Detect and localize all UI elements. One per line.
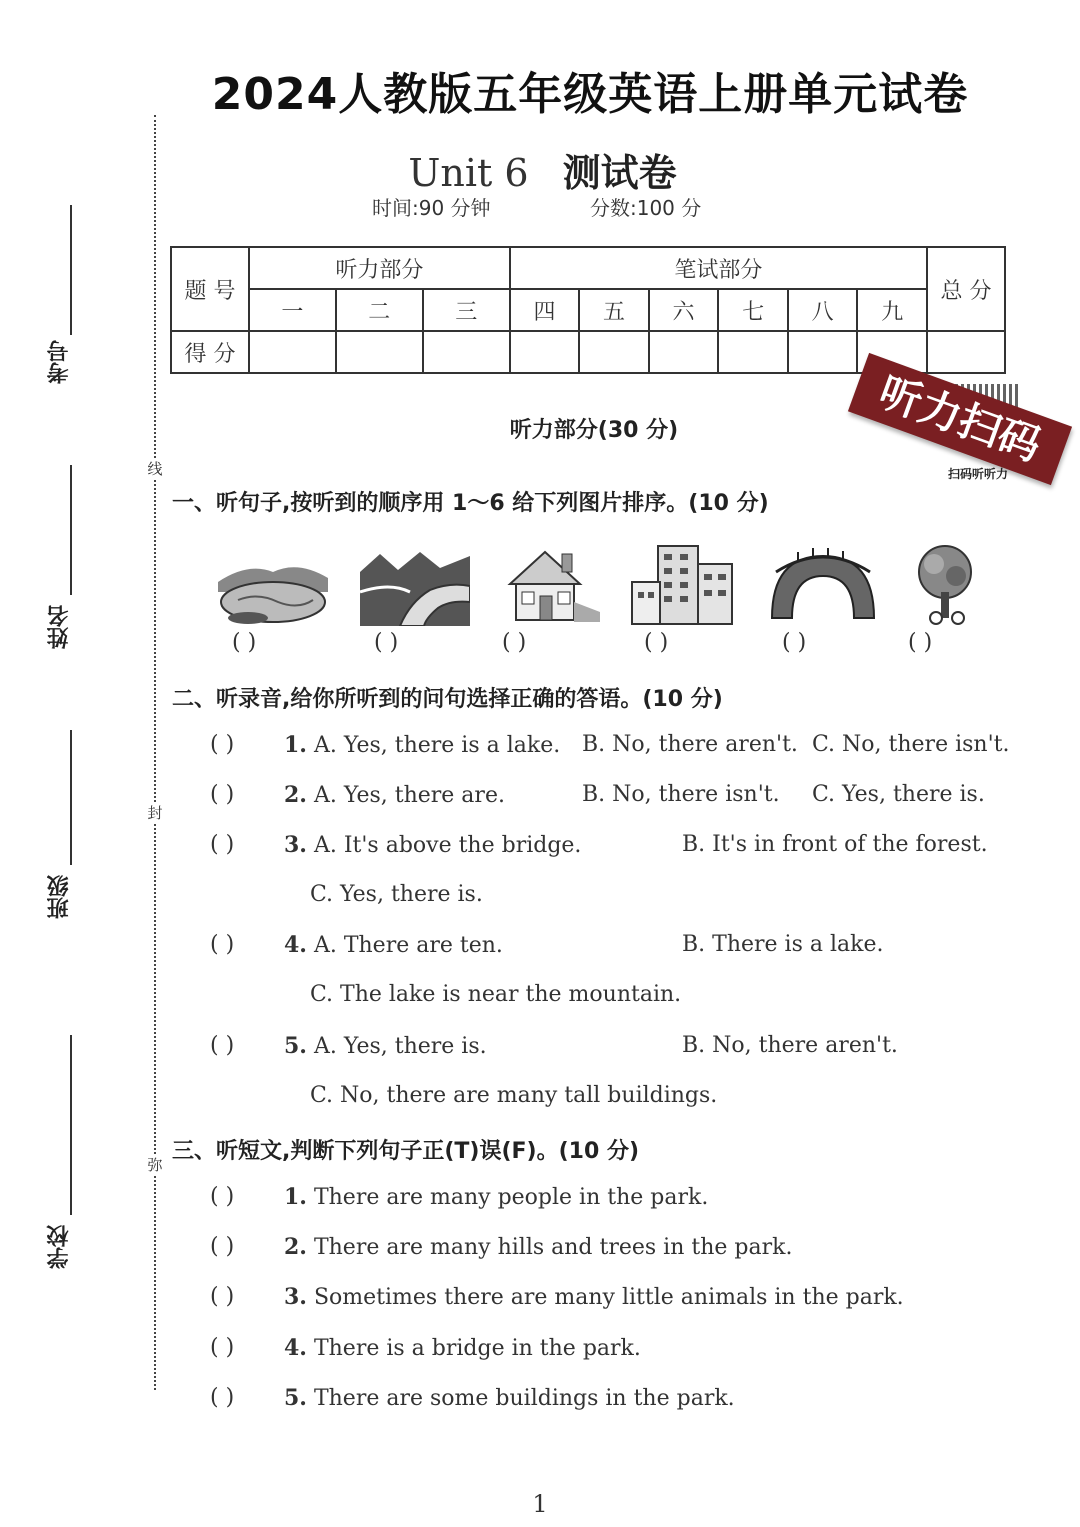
answer-blank[interactable]: ( ) xyxy=(210,1184,235,1209)
question-number: 1. xyxy=(284,1184,307,1210)
option-b: B. There is a lake. xyxy=(682,932,884,957)
statement-3 xyxy=(284,1284,904,1310)
question-number: 六 xyxy=(649,289,719,331)
question-number: 四 xyxy=(510,289,580,331)
question-number: 七 xyxy=(718,289,788,331)
buildings-picture xyxy=(628,542,738,626)
name-label: 姓名 xyxy=(47,605,72,649)
time-info: 时间:90 分钟 xyxy=(372,196,491,220)
seal-mark-seal: 封 xyxy=(147,804,163,822)
answer-blank[interactable]: ( ) xyxy=(210,1335,235,1360)
score-cell[interactable] xyxy=(423,331,510,373)
statement-1 xyxy=(284,1184,708,1210)
unit-subtitle: 测试卷 xyxy=(562,151,677,195)
order-blank[interactable]: ( ) xyxy=(374,630,399,655)
score-cell[interactable] xyxy=(718,331,788,373)
statement-text: There is a bridge in the park. xyxy=(313,1336,641,1361)
answer-blank[interactable]: ( ) xyxy=(210,932,235,957)
exam-number-label: 考号 xyxy=(47,340,72,384)
option-c: C. Yes, there is. xyxy=(310,882,483,907)
answer-blank[interactable]: ( ) xyxy=(210,1284,235,1309)
question-5 xyxy=(284,1033,487,1059)
question-3 xyxy=(284,832,581,858)
score-cell[interactable] xyxy=(336,331,423,373)
question-2 xyxy=(284,782,505,808)
question-number: 5. xyxy=(284,1385,307,1411)
house-picture xyxy=(500,542,610,626)
seal-mark-line: 线 xyxy=(147,460,163,478)
class-label: 班级 xyxy=(47,875,72,919)
section-1-title: 一、听句子,按听到的顺序用 1～6 给下列图片排序。(10 分) xyxy=(172,491,769,516)
answer-blank[interactable]: ( ) xyxy=(210,1033,235,1058)
score-table xyxy=(170,246,1006,374)
statement-text: There are many people in the park. xyxy=(313,1185,709,1210)
answer-blank[interactable]: ( ) xyxy=(210,732,235,757)
school-line xyxy=(70,1035,72,1215)
option-a: A. There are ten. xyxy=(313,933,503,958)
statement-text: There are many hills and trees in the park. xyxy=(313,1235,793,1260)
section-2-title: 二、听录音,给你所听到的问句选择正确的答语。(10 分) xyxy=(172,687,723,712)
option-b: B. No, there isn't. xyxy=(582,782,780,807)
question-number: 八 xyxy=(788,289,858,331)
statement-2 xyxy=(284,1234,792,1260)
listening-part-title: 听力部分(30 分) xyxy=(509,418,679,443)
option-b: B. No, there aren't. xyxy=(682,1033,898,1058)
page-title: 2024人教版五年级英语上册单元试卷 xyxy=(211,69,969,120)
option-b: B. No, there aren't. xyxy=(582,732,798,757)
exam-number-line xyxy=(70,205,72,335)
col-label: 题 号 xyxy=(171,247,249,331)
option-c: C. Yes, there is. xyxy=(812,782,985,807)
listening-header: 听力部分 xyxy=(249,247,510,289)
answer-blank[interactable]: ( ) xyxy=(210,1385,235,1410)
option-b: B. It's in front of the forest. xyxy=(682,832,988,857)
seal-dotted-line xyxy=(154,115,156,1390)
seal-mark-close: 弥 xyxy=(147,1156,163,1174)
question-number: 4. xyxy=(284,1335,307,1361)
scan-caption: 扫码听听力 xyxy=(948,467,1009,481)
option-c: C. No, there isn't. xyxy=(812,732,1010,757)
statement-text: There are some buildings in the park. xyxy=(313,1386,735,1411)
name-line xyxy=(70,465,72,595)
order-blank[interactable]: ( ) xyxy=(232,630,257,655)
school-label: 学校 xyxy=(47,1225,72,1269)
question-number: 5. xyxy=(284,1033,307,1059)
unit-name: Unit 6 xyxy=(408,151,529,195)
tree-picture xyxy=(900,542,1010,626)
bridge-picture xyxy=(768,542,878,626)
statement-4 xyxy=(284,1335,641,1361)
question-number: 1. xyxy=(284,732,307,758)
option-a: A. Yes, there are. xyxy=(313,783,505,808)
score-info: 分数:100 分 xyxy=(590,196,702,220)
question-number: 三 xyxy=(423,289,510,331)
class-line xyxy=(70,730,72,865)
question-number: 3. xyxy=(284,1284,307,1310)
order-blank[interactable]: ( ) xyxy=(908,630,933,655)
question-4 xyxy=(284,932,503,958)
question-1 xyxy=(284,732,560,758)
score-cell[interactable] xyxy=(649,331,719,373)
question-number: 2. xyxy=(284,782,307,808)
score-cell[interactable] xyxy=(510,331,580,373)
writing-header: 笔试部分 xyxy=(510,247,927,289)
order-blank[interactable]: ( ) xyxy=(782,630,807,655)
option-a: A. It's above the bridge. xyxy=(313,833,582,858)
river-picture xyxy=(360,542,470,626)
score-cell[interactable] xyxy=(579,331,649,373)
answer-blank[interactable]: ( ) xyxy=(210,832,235,857)
listening-scan-stamp[interactable]: 听力扫码 xyxy=(848,353,1072,485)
page-number: 1 xyxy=(532,1490,548,1518)
question-number: 二 xyxy=(336,289,423,331)
statement-5 xyxy=(284,1385,735,1411)
answer-blank[interactable]: ( ) xyxy=(210,782,235,807)
option-c: C. The lake is near the mountain. xyxy=(310,982,682,1007)
question-number: 4. xyxy=(284,932,307,958)
row-label: 得 分 xyxy=(171,331,249,373)
score-cell[interactable] xyxy=(927,331,1005,373)
option-c: C. No, there are many tall buildings. xyxy=(310,1083,718,1108)
order-blank[interactable]: ( ) xyxy=(644,630,669,655)
question-number: 3. xyxy=(284,832,307,858)
option-a: A. Yes, there is. xyxy=(313,1034,487,1059)
question-number: 九 xyxy=(857,289,927,331)
score-cell[interactable] xyxy=(788,331,858,373)
total-header: 总 分 xyxy=(927,247,1005,331)
lake-picture xyxy=(218,542,328,626)
question-number: 一 xyxy=(249,289,336,331)
section-3-title: 三、听短文,判断下列句子正(T)误(F)。(10 分) xyxy=(172,1139,639,1164)
option-a: A. Yes, there is a lake. xyxy=(313,733,561,758)
score-cell[interactable] xyxy=(249,331,336,373)
statement-text: Sometimes there are many little animals in the park. xyxy=(313,1285,904,1310)
question-number: 2. xyxy=(284,1234,307,1260)
question-number: 五 xyxy=(579,289,649,331)
order-blank[interactable]: ( ) xyxy=(502,630,527,655)
answer-blank[interactable]: ( ) xyxy=(210,1234,235,1259)
unit-title xyxy=(0,142,1080,197)
